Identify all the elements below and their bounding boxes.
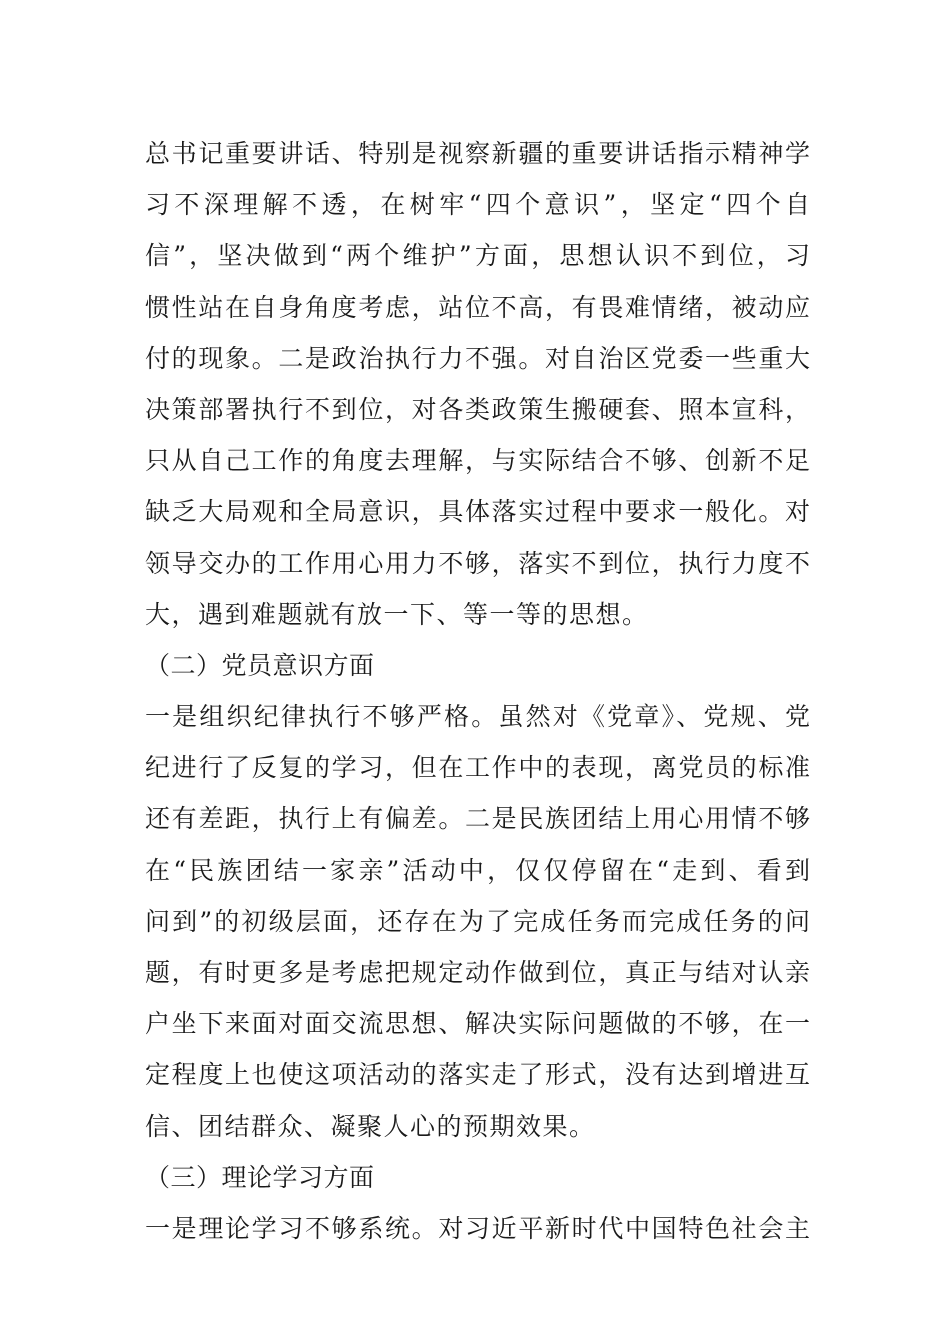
body-line: 付的现象。二是政治执行力不强。对自治区党委一些重大	[145, 343, 810, 373]
body-line: 决策部署执行不到位，对各类政策生搬硬套、照本宣科，	[145, 394, 810, 424]
body-line: 缺乏大局观和全局意识，具体落实过程中要求一般化。对	[145, 497, 810, 527]
body-line: 习不深理解不透，在树牢“四个意识”，坚定“四个自	[145, 190, 810, 220]
body-line-last: 大，遇到难题就有放一下、等一等的思想。	[145, 599, 649, 629]
body-line: 领导交办的工作用心用力不够，落实不到位，执行力度不	[145, 548, 810, 578]
body-line: 信”，坚决做到“两个维护”方面，思想认识不到位，习	[145, 241, 810, 271]
body-line: 纪进行了反复的学习，但在工作中的表现，离党员的标准	[145, 753, 810, 783]
document-body	[145, 128, 810, 1254]
body-line: 只从自己工作的角度去理解，与实际结合不够、创新不足	[145, 446, 810, 476]
section-heading: （二）党员意识方面	[145, 650, 375, 680]
body-line: 一是理论学习不够系统。对习近平新时代中国特色社会主	[145, 1213, 810, 1243]
body-line: 在“民族团结一家亲”活动中，仅仅停留在“走到、看到	[145, 855, 810, 885]
body-line: 问到”的初级层面，还存在为了完成任务而完成任务的问	[145, 906, 810, 936]
body-line: 还有差距，执行上有偏差。二是民族团结上用心用情不够	[145, 804, 810, 834]
body-line: 总书记重要讲话、特别是视察新疆的重要讲话指示精神学	[145, 139, 810, 168]
body-line: 惯性站在自身角度考虑，站位不高，有畏难情绪，被动应	[145, 292, 810, 322]
body-line: 题，有时更多是考虑把规定动作做到位，真正与结对认亲	[145, 958, 810, 987]
body-line: 定程度上也使这项活动的落实走了形式，没有达到增进互	[145, 1060, 810, 1090]
section-heading: （三）理论学习方面	[145, 1162, 375, 1192]
body-line: 户坐下来面对面交流思想、解决实际问题做的不够，在一	[145, 1009, 810, 1039]
body-line: 一是组织纪律执行不够严格。虽然对《党章》、党规、党	[145, 702, 810, 732]
body-line-last: 信、团结群众、凝聚人心的预期效果。	[145, 1111, 596, 1141]
